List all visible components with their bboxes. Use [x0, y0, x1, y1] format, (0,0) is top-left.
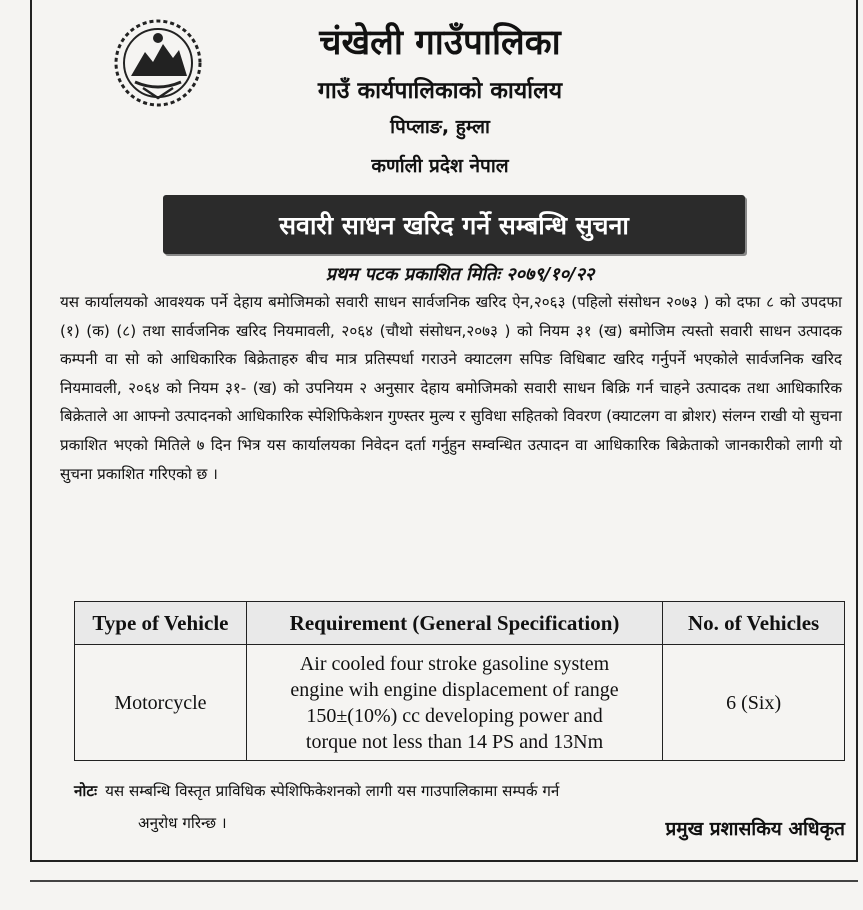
notice-banner-text: सवारी साधन खरिद गर्ने सम्बन्धि सुचना [279, 210, 629, 240]
requirement-line: torque not less than 14 PS and 13Nm [305, 730, 604, 753]
table-header-row [75, 602, 845, 645]
requirement-line: Air cooled four stroke gasoline system [299, 652, 610, 675]
municipality-title: चंखेली गाउँपालिका [319, 22, 561, 63]
note-text-line2: अनुरोध गरिन्छ । [138, 814, 227, 832]
notice-body: यस कार्यालयको आवश्यक पर्ने देहाय बमोजिमको सवारी साधन सार्वजनिक खरिद ऐन,२०६३ (पहिलो संसोधन २०७३ ) को दफा ८ को उपदफा (१) (क) (८) तथा सार्वजनिक खरिद नियमावली, २०६४ (चौथो संसोधन,२०७३ ) को नियम ३१ (ख) बमोजिम त्यस्तो सवारी साधन उत्पादक कम्पनी वा सो को आधिकारिक बिक्रेताहरु बीच मात्र प्रतिस्पर्धा गराउने क्याटलग सपिङ विधिबाट खरिद गर्नुपर्ने भएकोले सार्वजनिक खरिद नियमावली, २०६४ को नियम ३१- (ख) को उपनियम २ अनुसार देहाय बमोजिमको सवारी साधन बिक्रि गर्न चाहने उत्पादक तथा आधिकारिक बिक्रेताले आ आफ्नो उत्पादनको आधिकारिक स्पेशिफिकेशन गुण्स्तर मुल्य र सुविधा सहितको विवरण (क्याटलग वा ब्रोशर) संलग्न राखी यो सुचना प्रकाशित भएको मितिले ७ दिन भित्र यस कार्यालयका निवेदन दर्ता गर्नुहुन सम्वन्धित उत्पादन वा आधिकारिक बिक्रेताको जानकारीको लागी यो सुचना प्रकाशित गरिएको छ । [60, 293, 842, 483]
note-text-line1: यस सम्बन्धि विस्तृत प्राविधिक स्पेशिफिकेशनको लागी यस गाउपालिकामा सम्पर्क गर्न [105, 782, 560, 800]
requirement-line: engine wih engine displacement of range [290, 678, 619, 701]
government-emblem-icon [113, 18, 203, 108]
province-line: कर्णाली प्रदेश नेपाल [371, 155, 509, 177]
cell-vehicle-type: Motorcycle [75, 645, 247, 761]
cell-requirement [246, 645, 662, 761]
table-row [75, 645, 845, 761]
header-requirement: Requirement (General Specification) [246, 602, 662, 645]
office-address: पिप्लाङ, हुम्ला [390, 116, 490, 138]
notice-banner [163, 195, 745, 254]
publish-date: प्रथम पटक प्रकाशित मितिः २०७९/१०/२२ [325, 264, 595, 285]
header-no-of-vehicles: No. of Vehicles [663, 602, 845, 645]
requirement-line: 150±(10%) cc developing power and [306, 704, 603, 727]
note-label: नोटः [74, 782, 98, 800]
bottom-divider [30, 880, 858, 910]
vehicle-spec-table [74, 601, 845, 761]
cell-vehicle-count: 6 (Six) [663, 645, 845, 761]
office-subtitle: गाउँ कार्यपालिकाको कार्यालय [317, 78, 563, 104]
signature-title: प्रमुख प्रशासकिय अधिकृत [665, 818, 845, 840]
header-type-of-vehicle: Type of Vehicle [75, 602, 247, 645]
